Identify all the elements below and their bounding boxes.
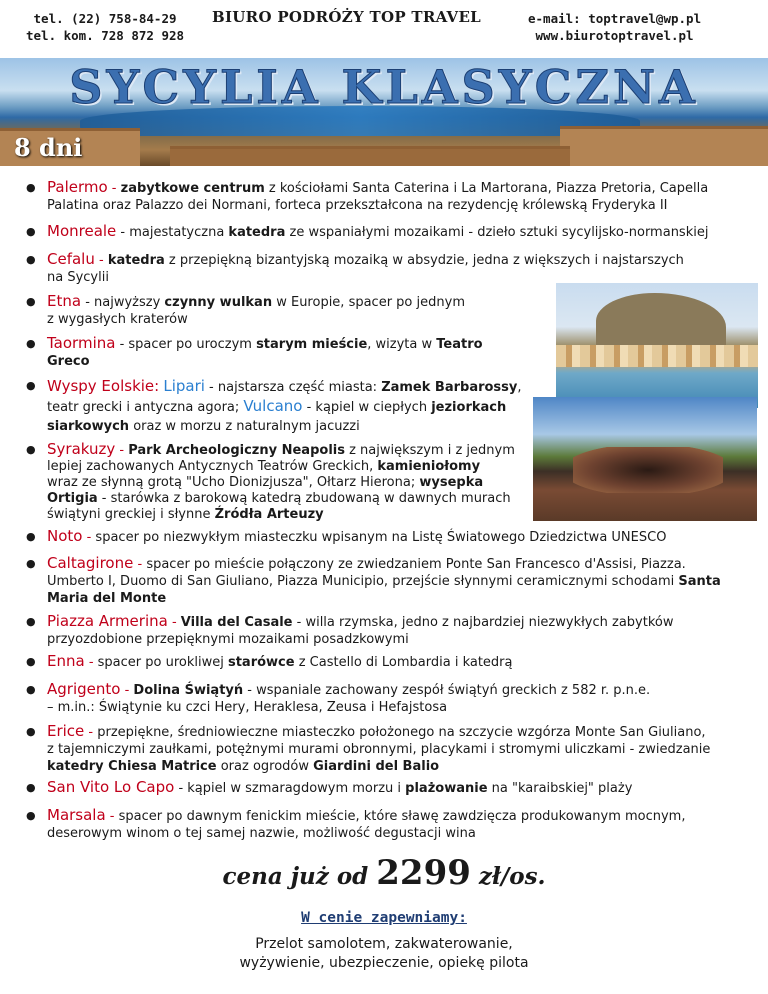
tour-title: SYCYLIA KLASYCZNA — [69, 60, 699, 114]
place-name: Etna — [47, 292, 82, 310]
place-name: Cefalu — [47, 250, 95, 268]
contact-online — [528, 10, 701, 44]
bullet-icon: ● — [26, 781, 36, 794]
place-name: Enna — [47, 652, 85, 670]
bullet-icon: ● — [26, 557, 36, 570]
bullet-icon: ● — [26, 337, 36, 350]
place-name: Agrigento — [47, 680, 121, 698]
bullet-icon: ● — [26, 809, 36, 822]
cefalu-photo — [556, 283, 758, 408]
bullet-icon: ● — [26, 181, 36, 194]
tour-duration: 8 dni — [14, 133, 83, 162]
includes-text: Przelot samolotem, zakwaterowanie, wyżywienie, ubezpieczenie, opiekę pilota — [239, 936, 529, 971]
price-suffix: zł/os. — [470, 863, 546, 890]
place-name: Wyspy Eolskie: — [47, 377, 160, 395]
website-link[interactable]: www.biurotoptravel.pl — [535, 28, 694, 43]
subplace-vulcano: Vulcano — [243, 397, 303, 415]
includes-title: W cenie zapewniamy: — [301, 910, 467, 926]
contact-phones — [26, 10, 184, 44]
subplace-lipari: Lipari — [163, 377, 205, 395]
crater-shape — [573, 447, 723, 493]
place-name: Erice — [47, 722, 85, 740]
header — [0, 0, 768, 52]
place-name: Syrakuzy — [47, 440, 116, 458]
place-name: Taormina — [47, 334, 116, 352]
bullet-icon: ● — [26, 295, 36, 308]
place-name: Piazza Armerina — [47, 612, 168, 630]
place-name: Monreale — [47, 222, 117, 240]
banner-ruin-center — [170, 146, 570, 166]
place-name: Noto — [47, 527, 83, 545]
place-name: Palermo — [47, 178, 108, 196]
bullet-icon: ● — [26, 655, 36, 668]
bullet-icon: ● — [26, 253, 36, 266]
bullet-icon: ● — [26, 379, 36, 392]
banner — [0, 58, 768, 166]
place-name: San Vito Lo Capo — [47, 778, 175, 796]
price-amount: 2299 — [376, 853, 471, 893]
place-name: Caltagirone — [47, 554, 134, 572]
bullet-icon: ● — [26, 225, 36, 238]
price-line — [0, 853, 768, 893]
place-name: Marsala — [47, 806, 106, 824]
town-shape — [556, 345, 758, 367]
etna-crater-photo — [533, 397, 757, 521]
email-link[interactable]: e-mail: toptravel@wp.pl — [528, 11, 702, 26]
agency-name: BIURO PODRÓŻY TOP TRAVEL — [212, 8, 482, 26]
phone-mobile: tel. kom. 728 872 928 — [26, 28, 185, 43]
bullet-icon: ● — [26, 725, 36, 738]
price-prefix: cena już od — [222, 863, 377, 890]
phone-landline: tel. (22) 758-84-29 — [33, 11, 177, 26]
bullet-icon: ● — [26, 443, 36, 456]
bullet-icon: ● — [26, 683, 36, 696]
bullet-icon: ● — [26, 615, 36, 628]
bullet-icon: ● — [26, 530, 36, 543]
banner-ruin-right — [560, 126, 768, 166]
